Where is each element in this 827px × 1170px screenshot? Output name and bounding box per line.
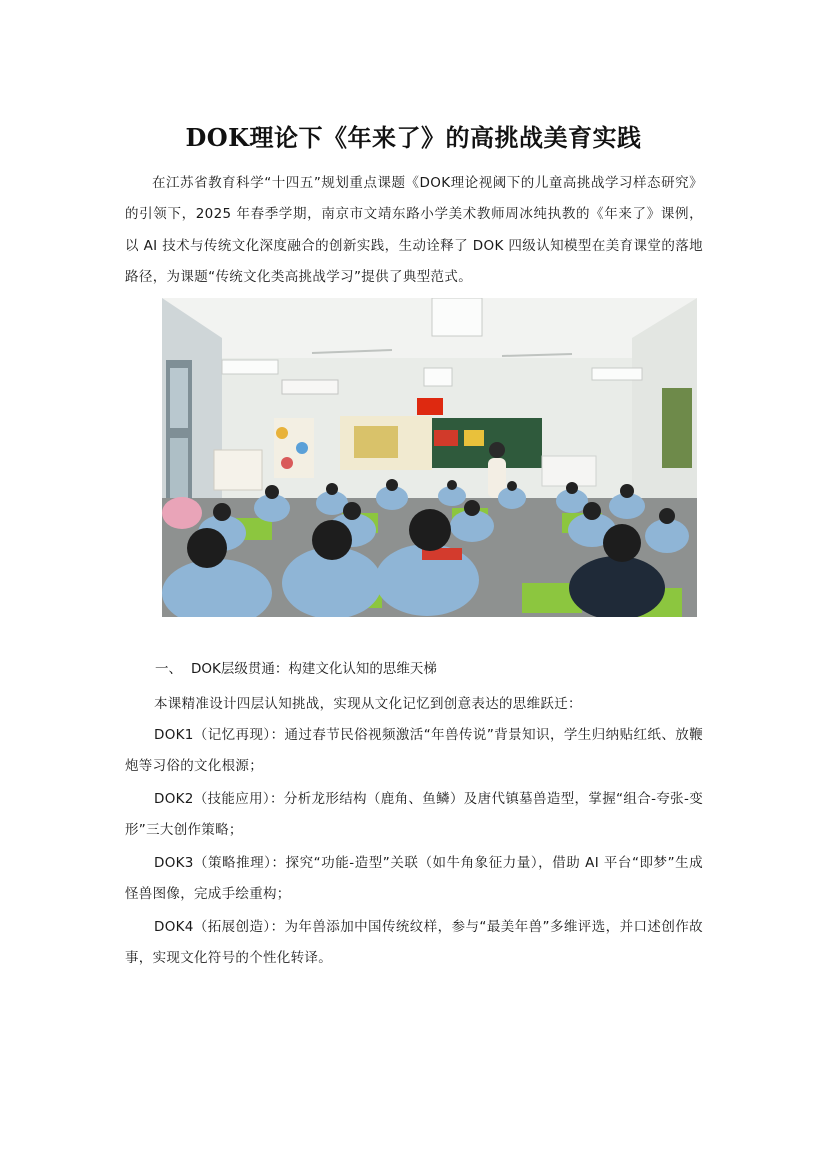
dok2-paragraph: DOK2（技能应用）：分析龙形结构（鹿角、鱼鳞）及唐代镇墓兽造型，掌握“组合-夸张-变形”三大创作策略；: [125, 791, 703, 838]
intro-paragraph: 在江苏省教育科学“十四五”规划重点课题《DOK理论视阈下的儿童高挑战学习样态研究》的引领下，2025 年春季学期，南京市文靖东路小学美术教师周冰纯执教的《年来了》课例，以 AI 技术与传统文化深度融合的创新实践，生动诠释了 DOK 四级认知模型在美育课堂的落地路径，为课题“传统文化类高挑战学习”提供了典型范式。: [125, 175, 703, 285]
classroom-photo-illustration: [162, 298, 697, 617]
section-lead-paragraph: 本课精准设计四层认知挑战，实现从文化记忆到创意表达的思维跃迁：: [154, 696, 582, 712]
section-number: 一、: [155, 661, 182, 677]
dok4-paragraph: DOK4（拓展创造）：为年兽添加中国传统纹样，参与“最美年兽”多维评选，并口述创作故事，实现文化符号的个性化转译。: [125, 919, 703, 966]
classroom-photo: [162, 298, 697, 617]
dok1-paragraph: DOK1（记忆再现）：通过春节民俗视频激活“年兽传说”背景知识，学生归纳贴红纸、放鞭炮等习俗的文化根源；: [125, 727, 703, 774]
section-heading: [155, 658, 437, 680]
section-heading-text: DOK层级贯通：构建文化认知的思维天梯: [191, 661, 437, 677]
dok3-paragraph: DOK3（策略推理）：探究“功能-造型”关联（如牛角象征力量），借助 AI 平台“即梦”生成怪兽图像，完成手绘重构；: [125, 855, 703, 902]
document-title: DOK理论下《年来了》的高挑战美育实践: [185, 123, 642, 153]
